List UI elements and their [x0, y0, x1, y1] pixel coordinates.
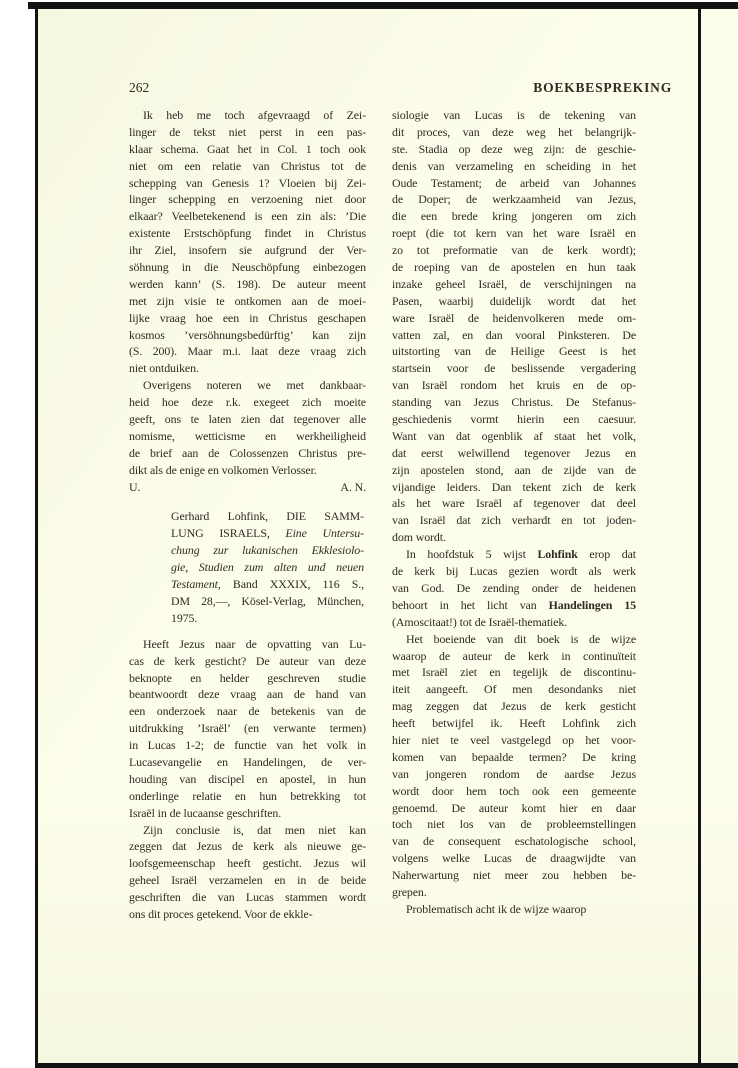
text-line: waarop de auteur de kerk in continuïteit — [392, 648, 636, 663]
text-line: de kerk bij Lucas gezien wordt als werk — [392, 564, 636, 579]
text-line: heid hoe deze r.k. exegeet zich moeite — [129, 395, 366, 410]
text-line: linger de tekst niet perst in een pas- — [129, 124, 366, 139]
text-line: een onderzoek naar de betekenis van de — [129, 704, 366, 719]
text-line: behoort in het licht van Handelingen 15 — [392, 597, 636, 612]
text-line: Israël in de lucaanse geschriften. — [129, 805, 282, 820]
text-line: de brief aan de Colossenzen Christus pre- — [129, 445, 366, 460]
signature-left: U. — [129, 479, 141, 494]
text-line: volgens welke Lucas de draagwijdte van — [392, 851, 636, 866]
text-line: ware Israël de heidenvolkeren mede om- — [392, 310, 636, 325]
scan-edge-top — [28, 2, 738, 9]
text-line: ihr Ziel, insofern sie aufgrund der Ver- — [129, 243, 366, 258]
text-line: schepping van Genesis 1? Vloeien bij Zei- — [129, 175, 366, 190]
text-line: klaar schema. Gaat het in Col. 1 toch ook — [129, 141, 366, 156]
text-line: inzake geheel Israël, de verschijningen na — [392, 276, 636, 291]
text-line: in Lucas 1-2; de functie van het volk in — [129, 738, 366, 753]
text-line: Oude Testament; de arbeid van Johannes — [392, 175, 636, 190]
text-line: dikt als de enige en volkomen Verlosser. — [129, 462, 317, 477]
scan-edge-left — [35, 2, 38, 1068]
text-line: geschiedenis vormt hierin een caesuur. — [392, 412, 636, 427]
paragraph — [392, 901, 636, 918]
text-line: geheel Israël verzamelen en in de beide — [129, 873, 366, 888]
column-left — [129, 107, 366, 923]
text-line: roept (die tot kern van het ware Israël en — [392, 226, 636, 241]
text-line: linger schepping en verzoening niet door — [129, 192, 366, 207]
text-line: de roeping van de apostelen en hun taak — [392, 260, 636, 275]
text-line: genoemd. De auteur komt hier en daar — [392, 800, 636, 815]
text-line: gie, Studien zum alten und neuen — [171, 560, 364, 575]
running-header-title: BOEKBESPREKING — [533, 80, 672, 95]
text-line: 1975. — [171, 610, 198, 625]
paragraph — [129, 377, 366, 478]
text-line: ons dit proces getekend. Voor de ekkle- — [129, 906, 313, 921]
paragraph — [392, 107, 636, 546]
text-line: LUNG ISRAELS, Eine Untersu- — [171, 526, 364, 541]
text-line: van Israël rondom het kruis en de op- — [392, 378, 636, 393]
text-line: die een brede kring jongeren om zich — [392, 209, 636, 224]
text-line: onderlinge relatie en hun betrekking tot — [129, 788, 366, 803]
text-line: komen van bepaalde termen? De kring — [392, 749, 636, 764]
text-line: toch niet los van de probleemstellingen — [392, 817, 636, 832]
text-line: chung zur lukanischen Ekklesiolo- — [171, 543, 364, 558]
text-line: met Israël ziet en tegelijk de discontinu- — [392, 665, 636, 680]
text-line: Gerhard Lohfink, DIE SAMM- — [171, 509, 364, 524]
text-line: dom wordt. — [392, 530, 446, 545]
text-line: van God. De zending onder de heidenen — [392, 580, 636, 595]
text-line: als het ware Israël af tegenover dat deel — [392, 496, 636, 511]
scan-edge-bottom — [35, 1063, 738, 1068]
text-line: In hoofdstuk 5 wijst Lohfink erop dat — [406, 547, 636, 562]
paragraph — [392, 546, 636, 630]
text-line: ste. Stadia op deze weg zijn: de geschie- — [392, 141, 636, 156]
text-line: standing van Jezus Christus. De Stefanus- — [392, 395, 636, 410]
text-line: van Israël dat zich verhardt en tot joden- — [392, 513, 636, 528]
text-line: vatten zal, en dan vooral Pinksteren. De — [392, 327, 636, 342]
text-line: Zijn conclusie is, dat men niet kan — [143, 822, 366, 837]
text-line: elkaar? Veelbetekenend is een zin als: ’Die — [129, 209, 366, 224]
text-line: wordt door hem toch ook een gemeente — [392, 783, 636, 798]
text-line: de Doper; de werkzaamheid van Jezus, — [392, 192, 636, 207]
text-line: siologie van Lucas is de tekening van — [392, 108, 636, 122]
text-line: Pasen, waarbij duidelijk wordt dat het — [392, 293, 636, 308]
text-line: kosmos ’versöhnungsbedürftig’ kan zijn — [129, 327, 366, 342]
text-line: van de consequent eschatologische school, — [392, 834, 636, 849]
scan-edge-right — [698, 4, 701, 1068]
text-line: hier niet te veel vastgelegd op het voor- — [392, 732, 636, 747]
text-line: lijke vraag hoe een in Christus geschapen — [129, 310, 366, 325]
text-line: DM 28,—, Kösel-Verlag, München, — [171, 593, 364, 608]
text-line: grepen. — [392, 884, 427, 899]
paragraph — [392, 631, 636, 901]
text-line: zeggen dat Jezus de kerk als nieuwe ge- — [129, 839, 366, 854]
text-line: Overigens noteren we met dankbaar- — [143, 378, 366, 393]
book-citation — [171, 508, 364, 626]
text-line: Het boeiende van dit boek is de wijze — [406, 631, 636, 646]
text-line: mag zeggen dat Jezus de kerk gesticht — [392, 699, 636, 714]
text-line: existente Erstschöpfung findet in Christus — [129, 226, 366, 241]
page-number: 262 — [129, 80, 150, 95]
text-line: Naherwartung niet meer zou hebben be- — [392, 868, 636, 883]
text-line: denis van verzameling en scheiding in het — [392, 158, 636, 173]
text-line: loofsgemeenschap heeft gesticht. Jezus wil — [129, 856, 366, 871]
text-line: nomisme, wetticisme en werkheiligheid — [129, 428, 366, 443]
text-line: Problematisch acht ik de wijze waarop — [406, 901, 587, 916]
text-line: houding van discipel en apostel, in hun — [129, 771, 366, 786]
text-line: zo tot preformatie van de kerk wordt); — [392, 243, 636, 258]
text-line: (S. 200). Maar m.i. laat deze vraag zich — [129, 344, 366, 359]
text-line: dat eerst welwillend tegenover Jezus en — [392, 445, 636, 460]
text-line: zijn apostelen stond, aan de zijde van de — [392, 462, 636, 477]
text-line: geschriften die van Lucas stammen wordt — [129, 890, 366, 905]
text-line: vijandige leiders. Dan tekent zich de kerk — [392, 479, 636, 494]
column-right — [392, 107, 636, 918]
text-line: Want van dat ogenblik af staat het volk, — [392, 428, 636, 443]
signature-right: A. N. — [340, 479, 366, 494]
paragraph — [129, 636, 366, 822]
text-line: beantwoordt deze vraag aan de hand van — [129, 687, 366, 702]
paragraph — [129, 822, 366, 923]
text-line: Lucasevangelie en Handelingen, de ver- — [129, 754, 366, 769]
text-line: Heeft Jezus naar de opvatting van Lu- — [143, 636, 366, 651]
text-line: beknopte en helder geschreven studie — [129, 670, 366, 685]
text-line: (Amoscitaat!) tot de Israël-thematiek. — [392, 614, 568, 629]
text-line: geeft, ons te laten zien dat tegenover alle — [129, 412, 366, 427]
text-line: niet om een relatie van Christus tot de — [129, 158, 366, 173]
paragraph — [129, 107, 366, 377]
text-line: met zijn visie te ontkomen aan de moei- — [129, 293, 366, 308]
text-line: werden kann’ (S. 198). De auteur meent — [129, 276, 366, 291]
text-line: uitstorting van de Heilige Geest is het — [392, 344, 636, 359]
text-line: niet ontduiken. — [129, 361, 199, 376]
text-line: dit proces, van deze weg het belangrijk- — [392, 124, 636, 139]
text-line: heeft betwijfel ik. Heeft Lohfink zich — [392, 716, 636, 731]
signature-line — [129, 479, 366, 496]
text-line: van jongeren rondom de aardse Jezus — [392, 766, 636, 781]
text-line: söhnung in die Neuschöpfung einbezogen — [129, 260, 366, 275]
text-line: Testament, Band XXXIX, 116 S., — [171, 577, 364, 592]
text-line: startsein voor de beslissende vergadering — [392, 361, 636, 376]
text-line: Ik heb me toch afgevraagd of Zei- — [143, 108, 366, 122]
text-line: cas de kerk gesticht? De auteur van deze — [129, 653, 366, 668]
text-line: uitdrukking ’Israël’ (en verwante termen) — [129, 721, 366, 736]
text-line: iteit aangeeft. Of men desondanks niet — [392, 682, 636, 697]
